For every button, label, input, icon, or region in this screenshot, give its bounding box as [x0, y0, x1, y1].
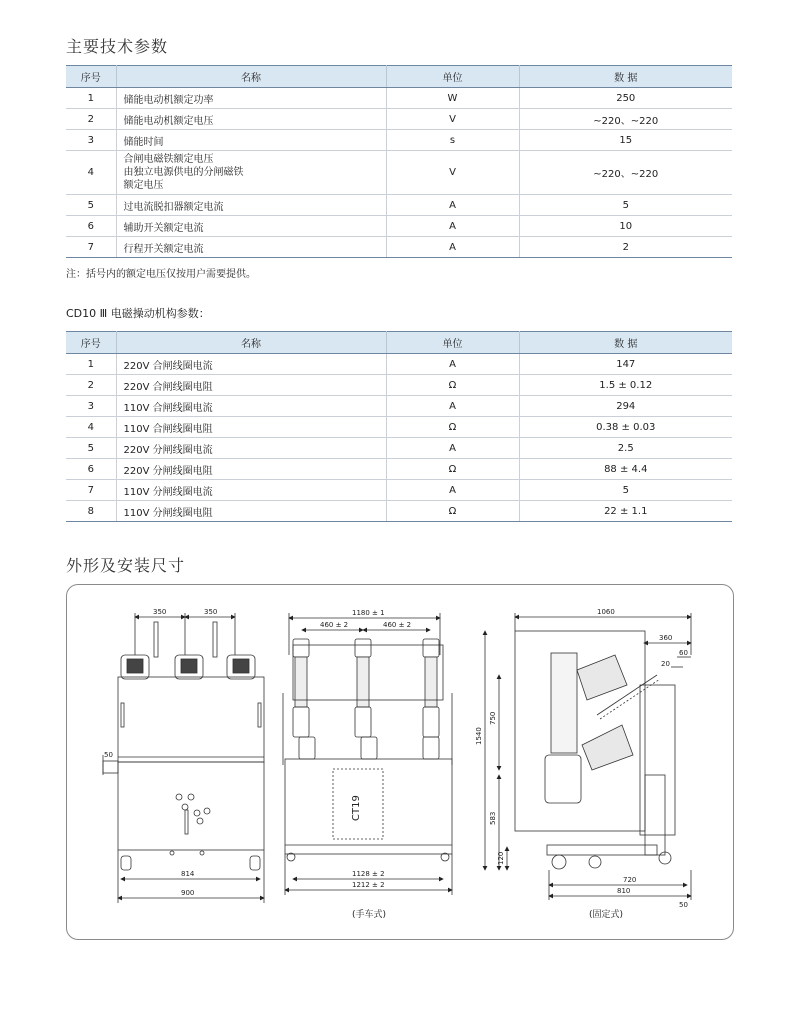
- fixed-view-drawing: [485, 613, 691, 900]
- cell-no: 2: [66, 109, 116, 130]
- table-row: [66, 480, 732, 501]
- cd10-params-table: [66, 331, 732, 522]
- cell-unit: Ω: [386, 375, 519, 396]
- cell-no: 8: [66, 501, 116, 522]
- cell-name: 辅助开关额定电流: [116, 216, 386, 237]
- cell-unit: A: [386, 480, 519, 501]
- cell-no: 7: [66, 237, 116, 258]
- table-row: [66, 417, 732, 438]
- cell-name: 220V 分闸线圈电阻: [116, 459, 386, 480]
- dim-handcart-1180: 1180 ± 1: [352, 609, 385, 617]
- cell-no: 6: [66, 459, 116, 480]
- dim-fixed-583: 583: [489, 811, 497, 825]
- cell-value: 0.38 ± 0.03: [519, 417, 732, 438]
- cell-no: 7: [66, 480, 116, 501]
- dim-fixed-50: 50: [679, 901, 688, 909]
- table-row: [66, 501, 732, 522]
- cell-unit: A: [386, 237, 519, 258]
- cell-name: 110V 分闸线圈电流: [116, 480, 386, 501]
- cell-value: 15: [519, 130, 732, 151]
- cell-unit: Ω: [386, 501, 519, 522]
- cell-name: 过电流脱扣器额定电流: [116, 195, 386, 216]
- cell-name: 储能电动机额定电压: [116, 109, 386, 130]
- dim-front-50: 50: [104, 751, 113, 759]
- section-title-cd10: CD10 Ⅲ 电磁操动机构参数：: [66, 307, 210, 320]
- cell-value: 22 ± 1.1: [519, 501, 732, 522]
- cell-value: 10: [519, 216, 732, 237]
- table-row: [66, 216, 732, 237]
- cell-value: ~220、~220: [519, 151, 732, 195]
- cell-unit: Ω: [386, 459, 519, 480]
- dimension-drawings: [67, 585, 733, 939]
- cell-no: 3: [66, 130, 116, 151]
- cell-value: ~220、~220: [519, 109, 732, 130]
- cell-value: 294: [519, 396, 732, 417]
- handcart-view-drawing: [283, 613, 452, 895]
- cell-no: 1: [66, 354, 116, 375]
- cell-name-line: 合闸电磁铁额定电压: [123, 154, 214, 165]
- cell-name: 220V 分闸线圈电流: [116, 438, 386, 459]
- cell-name: 110V 合闸线圈电阻: [116, 417, 386, 438]
- ct19-mark: CT19: [351, 795, 362, 821]
- header-unit: 单位: [386, 66, 519, 88]
- cell-name: 110V 分闸线圈电阻: [116, 501, 386, 522]
- cell-name: [116, 151, 386, 195]
- table-row: [66, 130, 732, 151]
- header-unit: 单位: [386, 332, 519, 354]
- cell-no: 4: [66, 417, 116, 438]
- dim-fixed-120: 120: [497, 851, 505, 865]
- cell-unit: A: [386, 195, 519, 216]
- cell-unit: V: [386, 109, 519, 130]
- table-row: [66, 88, 732, 109]
- cell-name: 110V 合闸线圈电流: [116, 396, 386, 417]
- dim-fixed-810: 810: [617, 887, 631, 895]
- cell-unit: V: [386, 151, 519, 195]
- table-row: [66, 109, 732, 130]
- header-no: 序号: [66, 332, 116, 354]
- cell-no: 5: [66, 438, 116, 459]
- dim-fixed-20: 20: [661, 660, 670, 668]
- caption-handcart: (手车式): [352, 910, 387, 920]
- dim-fixed-1060: 1060: [597, 608, 615, 616]
- dim-fixed-1540: 1540: [475, 727, 483, 745]
- dim-front-814: 814: [181, 870, 195, 878]
- dim-front-350-a: 350: [153, 608, 167, 616]
- section-title-dimensions: 外形及安装尺寸: [66, 556, 186, 575]
- cell-name-line: 额定电压: [123, 180, 164, 191]
- table-row: [66, 459, 732, 480]
- dim-fixed-720: 720: [623, 876, 637, 884]
- cell-unit: A: [386, 354, 519, 375]
- dim-front-350-b: 350: [204, 608, 218, 616]
- cell-value: 250: [519, 88, 732, 109]
- dim-handcart-1212: 1212 ± 2: [352, 881, 385, 889]
- cell-unit: A: [386, 216, 519, 237]
- cell-unit: A: [386, 396, 519, 417]
- front-view-drawing: [103, 613, 264, 903]
- table-header-row: [66, 332, 732, 354]
- cell-value: 1.5 ± 0.12: [519, 375, 732, 396]
- table-row: [66, 237, 732, 258]
- cell-name: 储能时间: [116, 130, 386, 151]
- cell-value: 5: [519, 195, 732, 216]
- header-name: 名称: [116, 66, 386, 88]
- dim-handcart-460-b: 460 ± 2: [383, 621, 412, 629]
- cell-name: 220V 合闸线圈电流: [116, 354, 386, 375]
- cell-value: 5: [519, 480, 732, 501]
- dim-fixed-60: 60: [679, 649, 688, 657]
- dim-handcart-1128: 1128 ± 2: [352, 870, 385, 878]
- dim-handcart-460-a: 460 ± 2: [320, 621, 349, 629]
- dim-front-900: 900: [181, 889, 195, 897]
- section-title-main-params: 主要技术参数: [66, 37, 169, 56]
- header-value: 数 据: [519, 66, 732, 88]
- header-value: 数 据: [519, 332, 732, 354]
- table-row: [66, 151, 732, 195]
- cell-name-line: 由独立电源供电的分闸磁铁: [123, 167, 244, 178]
- cell-name: 储能电动机额定功率: [116, 88, 386, 109]
- cell-unit: s: [386, 130, 519, 151]
- header-name: 名称: [116, 332, 386, 354]
- dim-fixed-750: 750: [489, 711, 497, 725]
- cell-unit: A: [386, 438, 519, 459]
- cell-name: 220V 合闸线圈电阻: [116, 375, 386, 396]
- cell-unit: Ω: [386, 417, 519, 438]
- table-header-row: [66, 66, 732, 88]
- header-no: 序号: [66, 66, 116, 88]
- table-row: [66, 354, 732, 375]
- table-row: [66, 438, 732, 459]
- cell-value: 2.5: [519, 438, 732, 459]
- dim-fixed-360: 360: [659, 634, 673, 642]
- cell-no: 4: [66, 151, 116, 195]
- cell-name: 行程开关额定电流: [116, 237, 386, 258]
- cell-value: 88 ± 4.4: [519, 459, 732, 480]
- table-row: [66, 396, 732, 417]
- cell-unit: W: [386, 88, 519, 109]
- table-row: [66, 195, 732, 216]
- caption-fixed: (固定式): [589, 910, 624, 920]
- cell-no: 2: [66, 375, 116, 396]
- table-note: 注：括号内的额定电压仅按用户需要提供。: [66, 269, 256, 280]
- cell-no: 6: [66, 216, 116, 237]
- dimension-drawing-panel: [66, 584, 734, 940]
- cell-value: 147: [519, 354, 732, 375]
- cell-no: 5: [66, 195, 116, 216]
- main-params-table: [66, 65, 732, 258]
- table-row: [66, 375, 732, 396]
- cell-no: 3: [66, 396, 116, 417]
- cell-no: 1: [66, 88, 116, 109]
- cell-value: 2: [519, 237, 732, 258]
